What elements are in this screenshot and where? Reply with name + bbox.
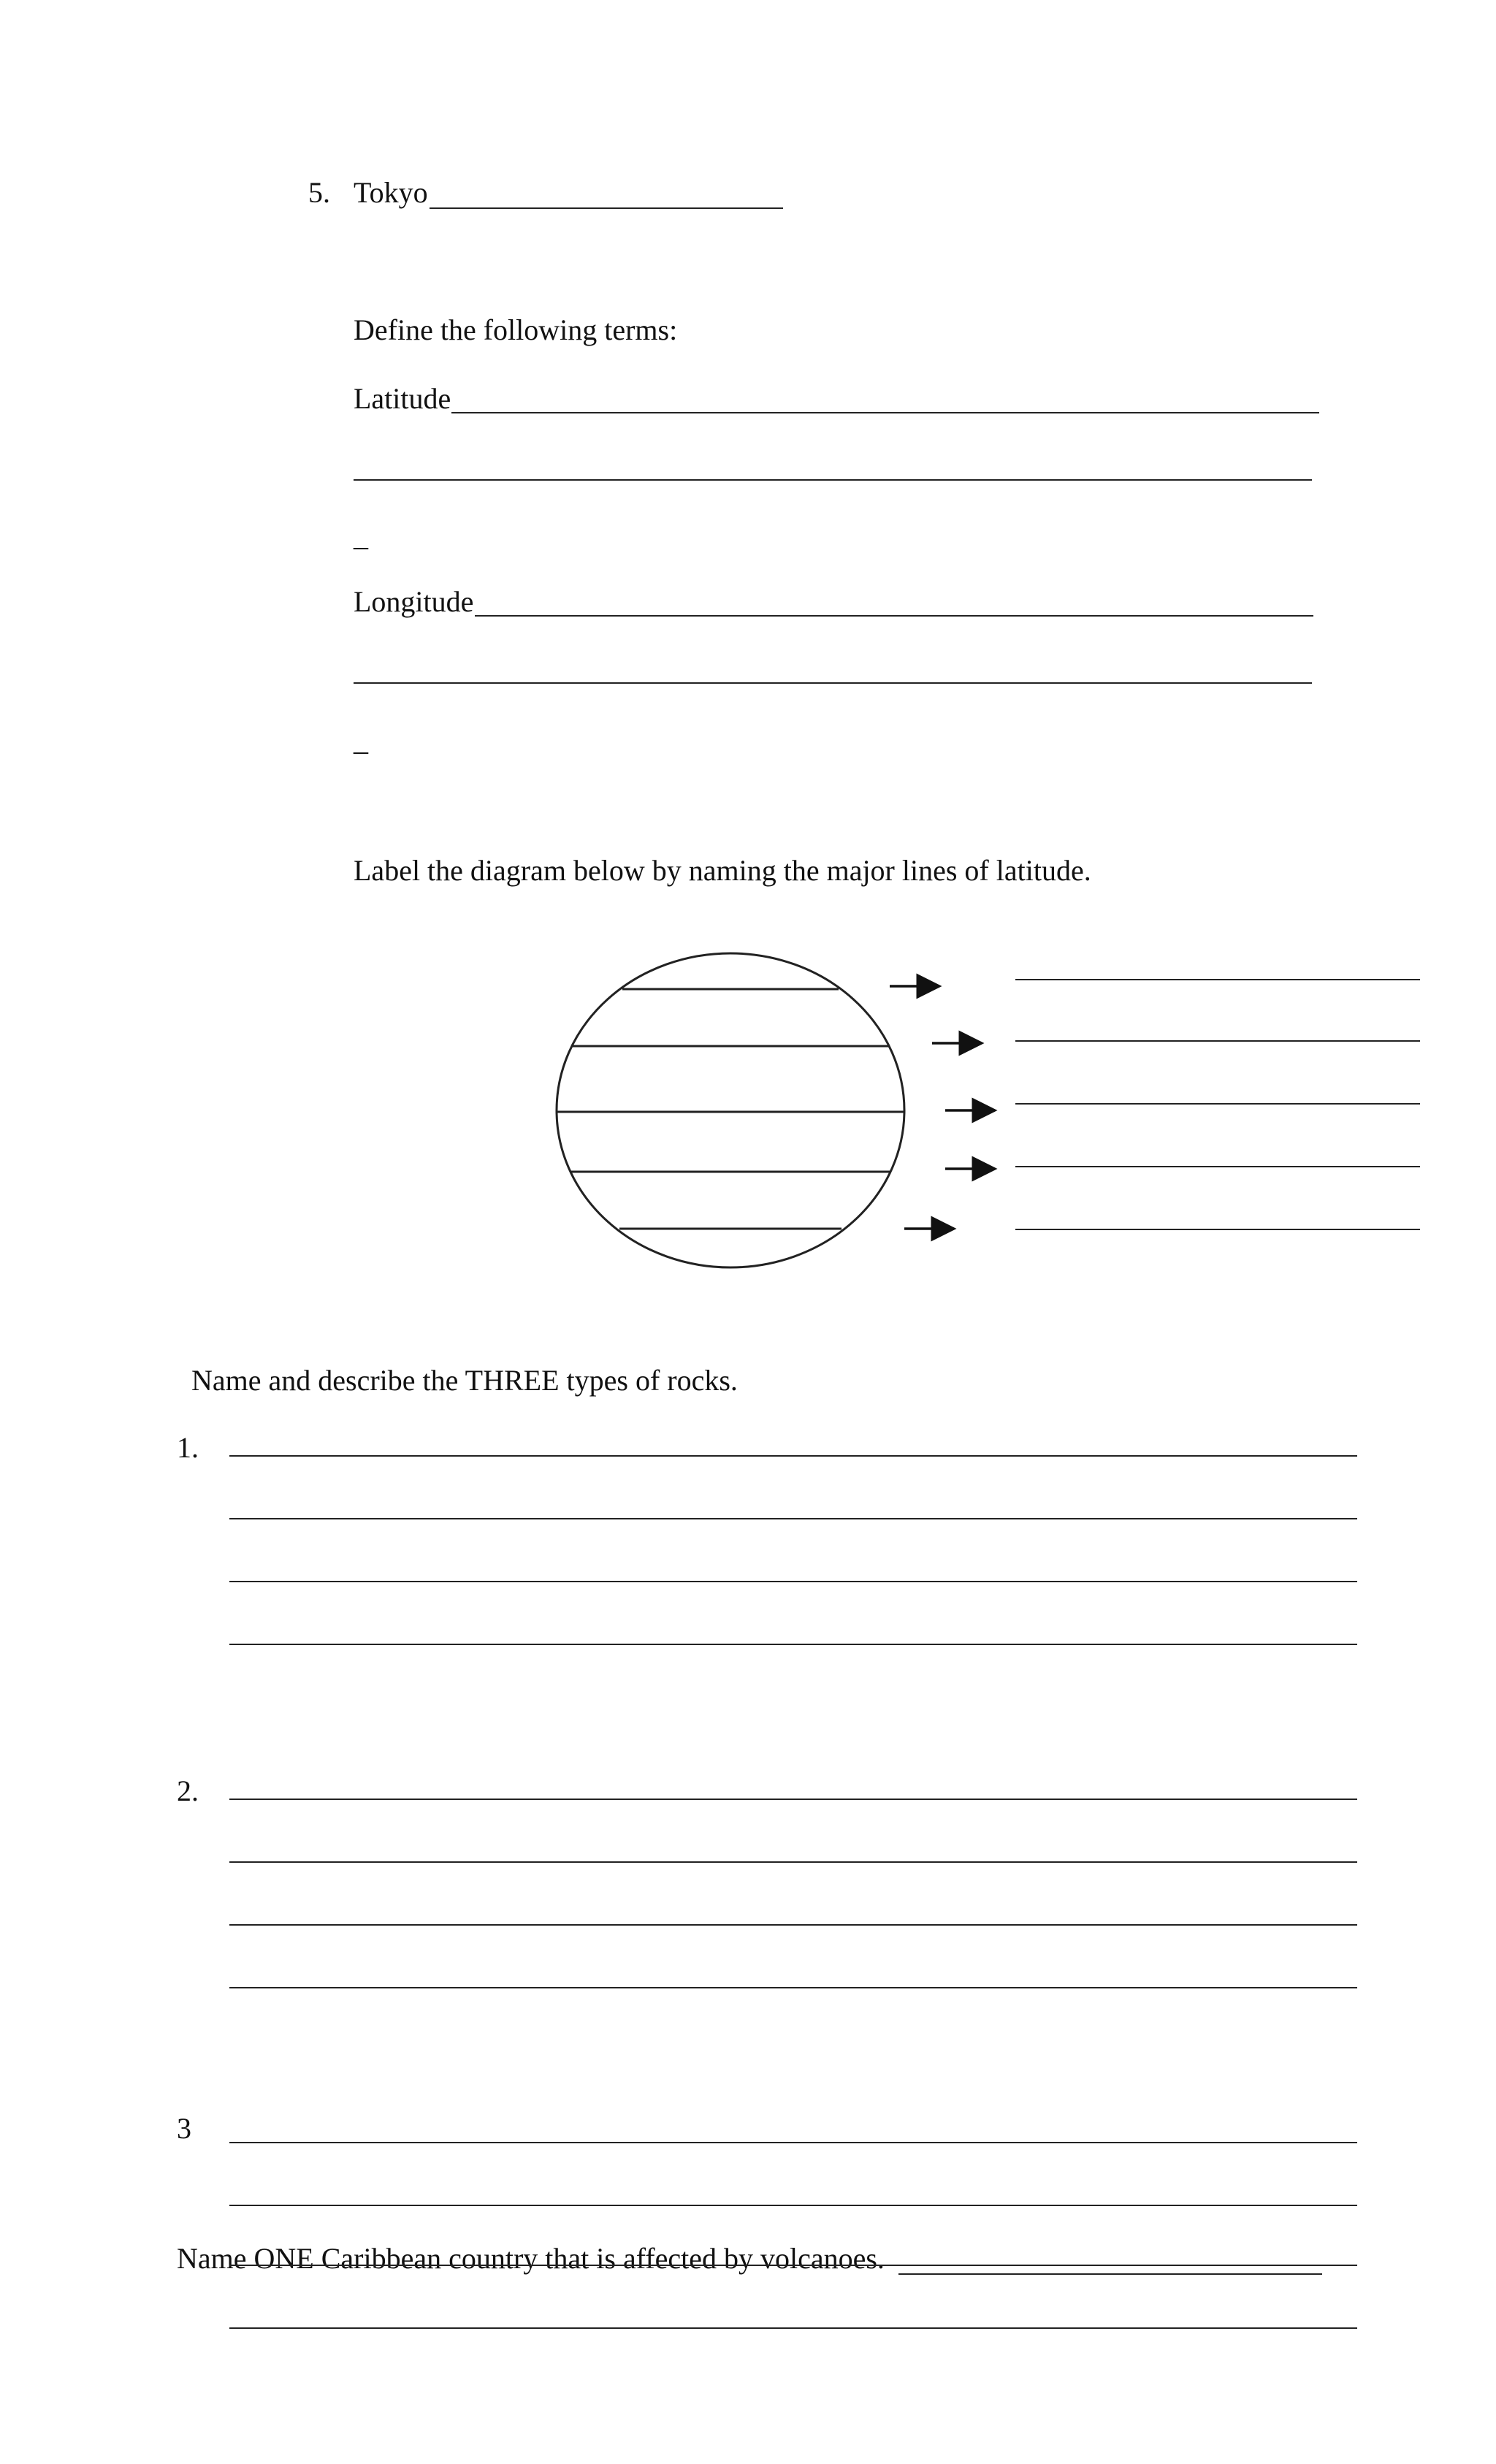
- globe-outline: [557, 953, 904, 1267]
- rock-2-answer-line-4[interactable]: [229, 1987, 1357, 1988]
- rock-item-number-3: 3: [177, 2112, 191, 2145]
- define-terms-instruction: Define the following terms:: [354, 313, 678, 346]
- rock-3-answer-line-3[interactable]: [229, 2265, 1357, 2266]
- diagram-instruction: Label the diagram below by naming the major lines of latitude.: [354, 854, 1091, 887]
- rock-1-answer-line-2[interactable]: [229, 1518, 1357, 1519]
- longitude-trailing-mark: _: [354, 724, 368, 757]
- rock-item-number-1: 1.: [177, 1431, 199, 1464]
- rock-1-answer-line-1[interactable]: [229, 1455, 1357, 1457]
- volcano-answer-line[interactable]: [898, 2273, 1322, 2275]
- rock-3-answer-line-2[interactable]: [229, 2205, 1357, 2206]
- diagram-answer-line-4[interactable]: [1015, 1166, 1420, 1167]
- diagram-answer-line-3[interactable]: [1015, 1103, 1420, 1105]
- rocks-instruction: Name and describe the THREE types of rocks.: [191, 1364, 738, 1397]
- latitude-trailing-mark: _: [354, 519, 368, 552]
- rock-1-answer-line-4[interactable]: [229, 1644, 1357, 1645]
- tokyo-label: Tokyo: [354, 176, 428, 209]
- diagram-answer-line-5[interactable]: [1015, 1229, 1420, 1230]
- rock-3-answer-line-1[interactable]: [229, 2142, 1357, 2143]
- diagram-answer-line-1[interactable]: [1015, 979, 1420, 980]
- latitude-label: Latitude: [354, 382, 451, 415]
- rock-2-answer-line-3[interactable]: [229, 1924, 1357, 1926]
- volcano-question: Name ONE Caribbean country that is affected by volcanoes.: [177, 2242, 885, 2275]
- rock-2-answer-line-2[interactable]: [229, 1861, 1357, 1863]
- diagram-answer-line-2[interactable]: [1015, 1040, 1420, 1042]
- rock-3-answer-line-4[interactable]: [229, 2327, 1357, 2329]
- rock-2-answer-line-1[interactable]: [229, 1799, 1357, 1800]
- item-number-5: 5.: [308, 176, 330, 209]
- rock-item-number-2: 2.: [177, 1774, 199, 1807]
- longitude-label: Longitude: [354, 585, 474, 618]
- rock-1-answer-line-3[interactable]: [229, 1581, 1357, 1582]
